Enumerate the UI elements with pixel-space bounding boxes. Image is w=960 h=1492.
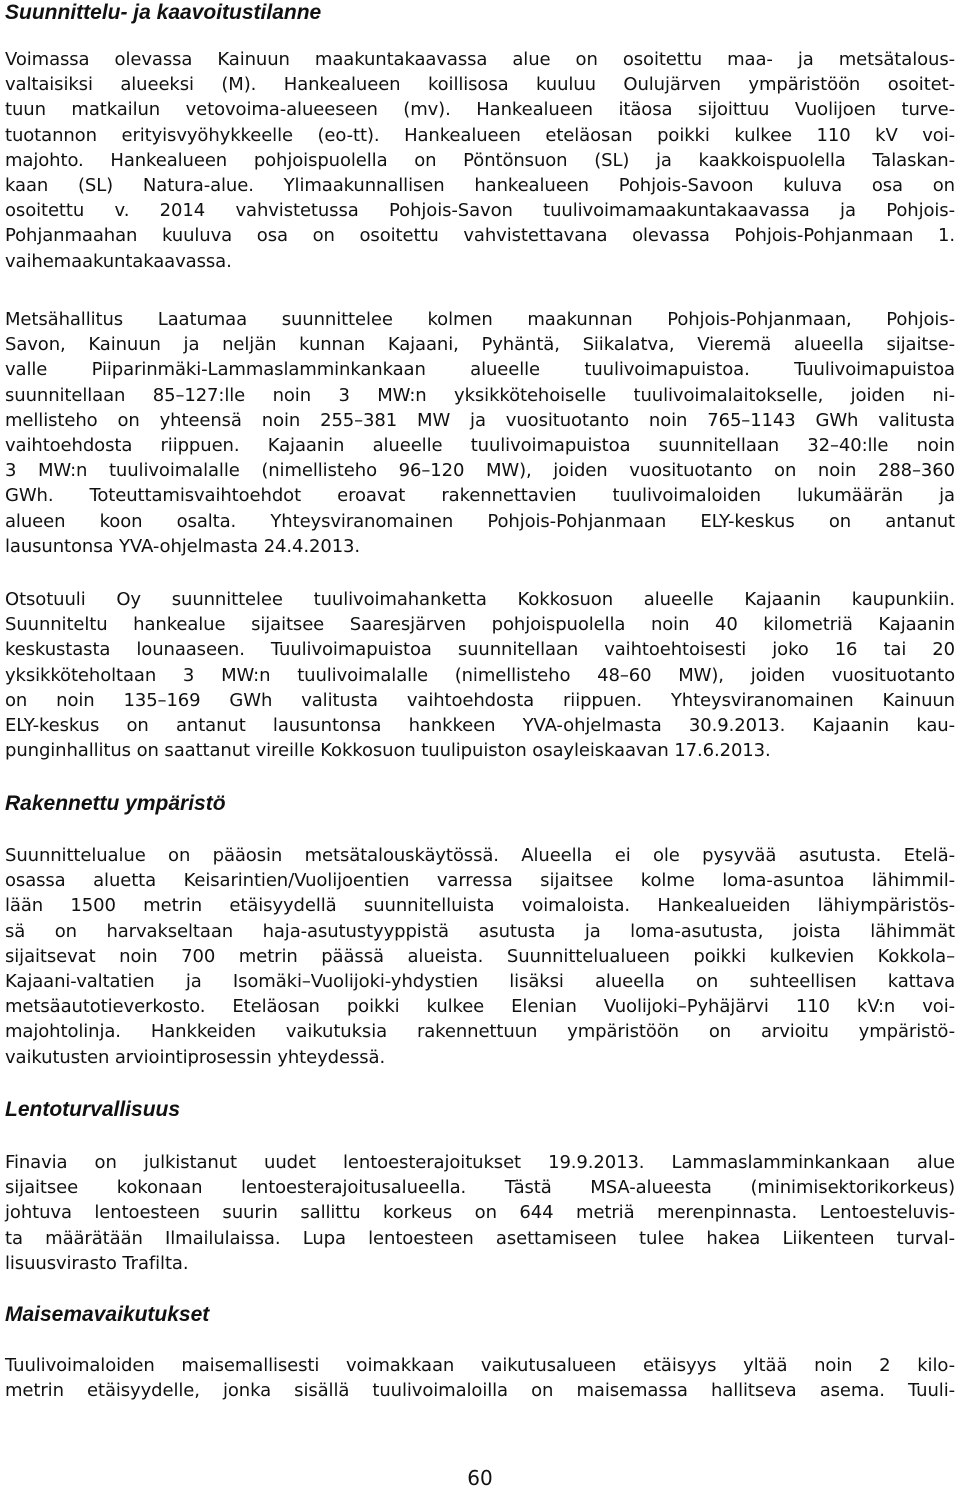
- text-line: yksikköteholtaan 3 MW:n tuulivoimalalle (nimellisteho 48–60 MW), joiden vuosituotanto: [5, 664, 955, 686]
- heading-lentoturvallisuus: Lentoturvallisuus: [5, 1098, 181, 1121]
- text-line: sijaitsee kokonaan lentoesterajoitusalueella. Tästä MSA-alueesta (minimisektorikorkeus): [5, 1177, 955, 1199]
- page-number: 60: [467, 1466, 493, 1490]
- text-line: Savon, Kainuun ja neljän kunnan Kajaani, Pyhäntä, Siikalatva, Vieremä alueella sijaitse-: [5, 334, 955, 356]
- text-line: Finavia on julkistanut uudet lentoesterajoitukset 19.9.2013. Lammaslamminkankaan alue: [5, 1152, 955, 1173]
- text-line: 3 MW:n tuulivoimalalle (nimellisteho 96–120 MW), joiden vuosituotanto on noin 288–360: [5, 460, 955, 482]
- text-line: tuun matkailun vetovoima-alueeseen (mv). Hankealueen itäosa sijoittuu Vuolijoen turve-: [5, 99, 955, 121]
- text-line: alueen koon osalta. Yhteysviranomainen Pohjois-Pohjanmaan ELY-keskus on antanut: [5, 510, 955, 532]
- paragraph-maisemavaikutukset: [5, 1353, 955, 1403]
- text-line: johtuva lentoesteen suurin sallittu korkeus on 644 metriä merenpinnasta. Lentoesteluvis-: [5, 1202, 955, 1224]
- text-line: GWh. Toteuttamisvaihtoehdot eroavat rakennettavien tuulivoimaloiden lukumäärän ja: [5, 485, 955, 507]
- text-line: kaan (SL) Natura-alue. Ylimaakunnallisen hankealueen Pohjois-Savoon kuluva osa on: [5, 175, 955, 197]
- text-line: mellisteho on yhteensä noin 255–381 MW ja vuosituotanto noin 765–1143 GWh valitusta: [5, 409, 955, 431]
- text-line: Metsähallitus Laatumaa suunnittelee kolmen maakunnan Pohjois-Pohjanmaan, Pohjois-: [5, 309, 955, 330]
- text-line: keskustasta lounaaseen. Tuulivoimapuistoa suunnitellaan vaihtoehtoisesti joko 16 tai 20: [5, 639, 955, 661]
- text-line: Otsotuuli Oy suunnittelee tuulivoimahanketta Kokkosuon alueelle Kajaanin kaupunkiin.: [5, 589, 955, 610]
- text-line: valle Piiparinmäki-Lammaslamminkankaan alueelle tuulivoimapuistoa. Tuulivoimapuistoa: [5, 359, 955, 381]
- heading-rakennettu-ymparisto: Rakennettu ympäristö: [5, 792, 226, 815]
- text-line: vaihemaakuntakaavassa.: [5, 250, 232, 272]
- text-line: metsäautotieverkosto. Eteläosan poikki kulkee Elenian Vuolijoki–Pyhäjärvi 110 kV:n voi-: [5, 996, 955, 1018]
- text-line: Suunniteltu hankealue sijaitsee Saaresjärven pohjoispuolella noin 40 kilometriä Kajaanin: [5, 614, 955, 636]
- paragraph-rakennettu: [5, 843, 955, 1070]
- text-line: lään 1500 metrin etäisyydellä suunnitelluista voimaloista. Hankealueiden lähiympäristös-: [5, 895, 955, 917]
- text-line: lausuntonsa YVA-ohjelmasta 24.4.2013.: [5, 535, 361, 557]
- text-line: ELY-keskus on antanut lausuntonsa hankkeen YVA-ohjelmasta 30.9.2013. Kajaanin kau-: [5, 715, 955, 737]
- text-line: Tuulivoimaloiden maisemallisesti voimakkaan vaikutusalueen etäisyys yltää noin 2 kilo-: [5, 1355, 955, 1376]
- text-line: majohtolinja. Hankkeiden vaikutuksia rakennettuun ympäristöön on arvioitu ympäristö-: [5, 1021, 955, 1043]
- heading-maisemavaikutukset: Maisemavaikutukset: [5, 1303, 210, 1326]
- text-line: vaihtoehdosta riippuen. Kajaanin alueelle tuulivoimapuistoa suunnitellaan 32–40:lle noin: [5, 435, 955, 457]
- text-line: osassa aluetta Keisarintien/Vuolijoentien varressa sijaitsee kolme loma-asuntoa lähimmil-: [5, 870, 955, 892]
- text-line: ta määrätään Ilmailulaissa. Lupa lentoesteen asettamiseen tulee hakea Liikenteen turval-: [5, 1227, 955, 1249]
- text-line: on noin 135–169 GWh valitusta vaihtoehdosta riippuen. Yhteysviranomainen Kainuun: [5, 689, 955, 711]
- paragraph-maakuntakaava: [5, 47, 955, 274]
- text-line: Voimassa olevassa Kainuun maakuntakaavassa alue on osoitettu maa- ja metsätalous-: [5, 49, 955, 70]
- text-line: tuotannon erityisvyöhykkeelle (eo-tt). Hankealueen eteläosan poikki kulkee 110 kV voi-: [5, 124, 955, 146]
- text-line: vaikutusten arviointiprosessin yhteydessä.: [5, 1046, 386, 1068]
- paragraph-otsotuuli: [5, 587, 955, 763]
- text-line: valtaisiksi alueeksi (M). Hankealueen koillisosa kuuluu Oulujärven ympäristöön osoitet-: [5, 74, 955, 96]
- paragraph-metsahallitus: [5, 307, 955, 559]
- text-line: suunnitellaan 85–127:lle noin 3 MW:n yksikkötehoiselle tuulivoimalaitokselle, joiden ni-: [5, 384, 955, 406]
- text-line: punginhallitus on saattanut vireille Kokkosuon tuulipuiston osayleiskaavan 17.6.2013.: [5, 740, 771, 762]
- text-line: metrin etäisyydelle, jonka sisällä tuulivoimaloilla on maisemassa hallitseva asema. Tuuli-: [5, 1380, 955, 1402]
- text-line: sä on harvakseltaan haja-asutustyyppistä asutusta ja loma-asutusta, joista lähimmät: [5, 920, 955, 942]
- text-line: sijaitsevat noin 700 metrin päässä alueista. Suunnittelualueen poikki kulkevien Kokkola–: [5, 945, 955, 967]
- text-line: osoitettu v. 2014 vahvistetussa Pohjois-Savon tuulivoimamaakuntakaavassa ja Pohjois-: [5, 200, 955, 222]
- text-line: Kajaani-valtatien ja Isomäki–Vuolijoki-yhdystien lisäksi alueella on suhteellisen kattava: [5, 971, 955, 993]
- text-line: majohto. Hankealueen pohjoispuolella on Pöntönsuon (SL) ja kaakkoispuolella Talaskan-: [5, 149, 955, 171]
- text-line: Pohjanmaahan kuuluva osa on osoitettu vahvistettavana olevassa Pohjois-Pohjanmaan 1.: [5, 225, 955, 247]
- heading-suunnittelu: Suunnittelu- ja kaavoitustilanne: [5, 1, 322, 24]
- paragraph-lentoturvallisuus: [5, 1150, 955, 1276]
- text-line: Suunnittelualue on pääosin metsätalouskäytössä. Alueella ei ole pysyvää asutusta. Etelä-: [5, 845, 955, 866]
- text-line: lisuusvirasto Trafilta.: [5, 1252, 189, 1274]
